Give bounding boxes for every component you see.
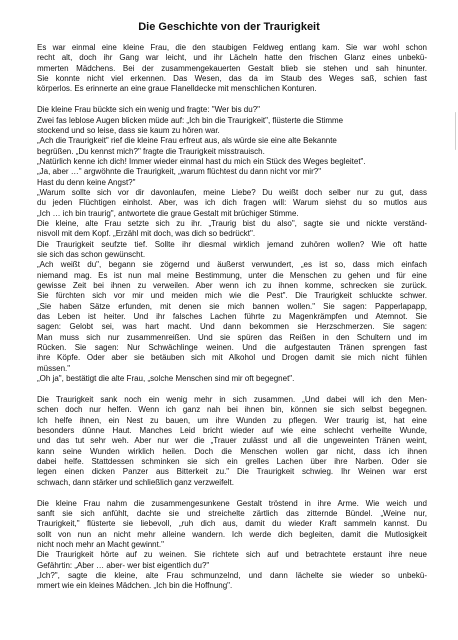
text-line: „Natürlich kenne ich dich! Immer wieder einmal hast du mich ein Stück des Weges begleitet". — [37, 156, 366, 166]
text-line: müssen." — [37, 363, 71, 373]
text-line: Die Traurigkeit hörte auf zu weinen. Sie richtete sich auf und betrachtete erstaunt ihre neue — [37, 550, 427, 560]
text-line: kann seine Wunden wirklich heilen. Doch die Menschen wollen gar nicht, dass ich ihnen — [37, 446, 427, 456]
text-line: schwach, dann stärker und schließlich ganz verzweifelt. — [37, 477, 234, 487]
text-line: Die kleine, alte Frau setzte sich zu ihr. „Traurig bist du also", sagte sie und nickte verständ- — [37, 219, 427, 228]
paragraph-4 — [37, 499, 427, 592]
text-line: mmerten Mädchens. Bei der zusammengekauerten Gestalt blieb sie stehen und sah hinunter. — [37, 63, 427, 73]
text-line: schen doch nur helfen. Wenn ich ganz nah bei ihnen bin, können sie sich selbst begegnen. — [37, 405, 427, 415]
text-line: sollt von nun an nicht mehr alleine wandern. Ich werde dich begleiten, damit die Mutlosigkeit — [37, 529, 427, 539]
text-line: Gefährtin: „Aber … aber- wer bist eigentlich du?" — [37, 560, 210, 570]
text-line: Die Traurigkeit sank noch ein wenig mehr in sich zusammen. „Und dabei will ich den Men- — [37, 395, 427, 404]
text-line: sie sich das schon gewünscht. — [37, 250, 146, 260]
text-line: „Ich … ich bin traurig", antwortete die graue Gestalt mit brüchiger Stimme. — [37, 208, 299, 218]
text-line: „Oh ja", bestätigt die alte Frau, „solche Menschen sind mir oft begegnet". — [37, 374, 295, 384]
text-line: ihre Köpfe. Oder aber sie betäuben sich mit Alkohol und Drogen damit sie mich nicht fühlen — [37, 353, 427, 363]
text-line: „Ich?", sagte die kleine, alte Frau schmunzelnd, und dann lächelte sie wieder so unbekü- — [37, 571, 427, 580]
paragraph-2 — [37, 105, 427, 384]
scrollbar[interactable] — [455, 112, 457, 150]
text-line: Es war einmal eine kleine Frau, die den staubigen Feldweg entlang kam. Sie war wohl schon — [37, 43, 427, 52]
text-line: „Ja, aber …" argwöhnte die Traurigkeit, „warum flüchtest du dann nicht vor mir?" — [37, 167, 322, 177]
text-line: Ich helfe ihnen, ein Nest zu bauen, um ihre Wunden zu pflegen. Wer traurig ist, hat eine — [37, 415, 427, 425]
text-line: körperlos. Es erinnerte an eine graue Flanelldecke mit menschlichen Konturen. — [37, 84, 317, 94]
text-line: „Sie haben Sätze erfunden, mit denen sie mich bannen wollen." Sie sagen: Papperlapapp, — [37, 301, 427, 311]
text-line: „Ach die Traurigkeit" rief die kleine Frau erfreut aus, als würde sie eine alte Bekannte — [37, 136, 337, 146]
text-line: das Leben ist heiter. Und ihr falsches Lachen führte zu Magenkrämpfen und Atemnot. Sie — [37, 312, 427, 322]
text-line: du jeden Flüchtigen einholst. Aber, was ich dich fragen will: Warum siehst du so mutlos aus — [37, 198, 427, 208]
text-line: Sie fürchten sich vor mir und meiden mich wie die Pest". Die Traurigkeit schluckte schwer. — [37, 291, 427, 301]
text-line: „Warum sollte sich vor dir davonlaufen, meine Liebe? Du weißt doch selber nur zu gut, dass — [37, 187, 427, 197]
text-line: nicht noch mehr an Macht gewinnt." — [37, 539, 164, 549]
text-line: Die kleine Frau bückte sich ein wenig und fragte: "Wer bis du?" — [37, 105, 260, 115]
paragraph-3 — [37, 395, 427, 488]
text-line: legen einen dicken Panzer aus Bitterkeit zu." Die Traurigkeit schwieg. Ihr Weinen war erst — [37, 467, 427, 477]
text-line: sagen: Gelobt sei, was hart macht. Und dann bekommen sie Herzschmerzen. Sie sagen: — [37, 322, 427, 332]
paragraph-1 — [37, 43, 427, 95]
text-line: begrüßen. „Du kennst mich?" fragte die Traurigkeit misstrauisch. — [37, 146, 265, 156]
text-line: Zwei fas leblose Augen blicken müde auf: „Ich bin die Traurigkeit", flüsterte die Stimme — [37, 115, 344, 125]
text-line: niemand mag. Es ist nun mal meine Bestimmung, unter die Menschen zu gehen und für eine — [37, 270, 427, 280]
text-line: dabei helfe. Stattdessen schminken sie sich ein grelles Lachen über ihre Narben. Oder sie — [37, 457, 427, 467]
text-line: sanft sie sich anfühlt, dachte sie und streichelte zärtlich das zitternde Bündel. „Weine nur, — [37, 508, 427, 518]
document-body — [37, 43, 427, 592]
text-line: Die kleine Frau nahm die zusammengesunkene Gestalt tröstend in ihre Arme. Wie weich und — [37, 498, 427, 508]
text-line: nisvoll mit dem Kopf. „Erzähl mit doch, was dich so bedrückt". — [37, 229, 256, 239]
text-line: gewisse Zeit bei ihnen zu verweilen. Aber wenn ich zu ihnen komme, schrecken sie zurück. — [37, 281, 427, 291]
text-line: Rücken. Sie sagen: Nur Schwächlinge weinen. Und die aufgestauten Tränen sprengen fast — [37, 343, 427, 353]
text-line: Man muss sich nur zusammenreißen. Und sie spüren das Reißen in den Schultern und im — [37, 332, 427, 342]
text-line: Traurigkeit," flüsterte sie liebevoll, „ruh dich aus, damit du wieder Kraft sammeln kannst. Du — [37, 519, 427, 529]
text-line: und das tut sehr weh. Aber nur wer die „Trauer zulässt und all die ungeweinten Tränen weint, — [37, 436, 427, 446]
document-title: Die Geschichte von der Traurigkeit — [138, 21, 320, 33]
text-line: stockend und so leise, dass sie kaum zu hören war. — [37, 125, 220, 135]
text-line: Hast du denn keine Angst?" — [37, 177, 136, 187]
text-line: recht alt, doch ihr Gang war leicht, und ihr Lächeln hatte den frischen Glanz eines unbekü- — [37, 53, 427, 63]
text-line: „Ach weißt du", begann sie zögernd und äußerst verwundert, „es ist so, dass mich einfach — [37, 260, 427, 270]
text-line: besonders dünne Haut. Manches Leid bricht wieder auf wie eine schlecht verheilte Wunde, — [37, 426, 427, 436]
text-line: Die Traurigkeit seufzte tief. Sollte ihr diesmal wirklich jemand zuhören wollen? Wie oft hatte — [37, 239, 427, 249]
text-line: Sie konnte nicht viel erkennen. Das Wesen, das da im Staub des Weges saß, schien fast — [37, 74, 427, 84]
text-line: mmert wie ein kleines Mädchen. „Ich bin die Hoffnung". — [37, 581, 233, 591]
